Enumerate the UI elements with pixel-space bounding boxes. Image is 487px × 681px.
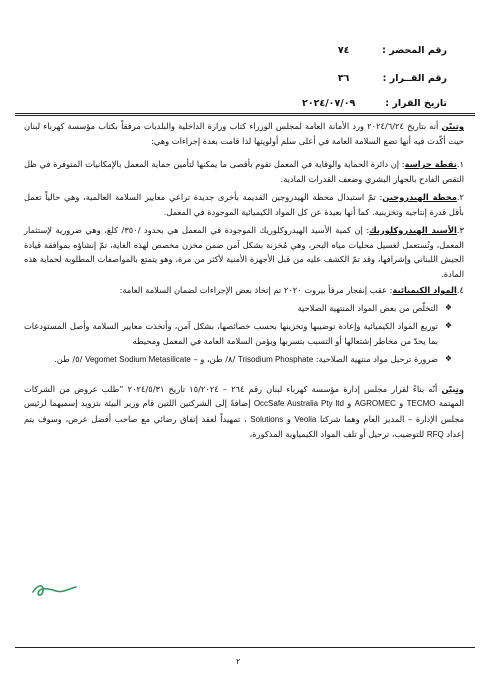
item-title: نقطة حراسة xyxy=(404,159,457,169)
header-divider xyxy=(15,113,475,116)
bullet-mid: /٨/ طن، و – xyxy=(193,354,236,364)
decision-value: ٣٦ xyxy=(337,73,350,84)
company-occsafe: OccSafe Australia Pty ltd xyxy=(253,399,344,408)
tender-text: و xyxy=(347,398,352,408)
decision-body xyxy=(24,119,464,443)
company-tecmo: TECMO xyxy=(406,399,436,408)
bullet-text: التخلّص من بعض المواد المنتهية الصلاحية xyxy=(297,302,438,313)
tender-paragraph xyxy=(24,382,464,443)
signature-mark xyxy=(30,580,80,600)
chemical-metasilicate: Sodium Metasilicate xyxy=(119,355,191,364)
measure-item-4 xyxy=(24,283,464,298)
footer-divider xyxy=(15,647,475,648)
bullet-item-3 xyxy=(24,352,464,368)
tender-text: إضافةً إلى الشركتين اللتين قام وزير البيئة بتزويد إسميهما لرئيس مجلس الإدارة – المدير العام وهما شركتا xyxy=(24,398,465,424)
bullet-icon: ❖ xyxy=(444,321,452,330)
bullet-icon: ❖ xyxy=(444,354,452,363)
rfq-label: RFQ xyxy=(426,430,444,439)
company-agromec: AGROMEC xyxy=(354,399,396,408)
item-text: : إن دائرة الحماية والوقاية في المعمل تقوم بأقصى ما يمكنها لتأمين حماية المعمل بالإمكانيات المتوفرة في ظل النقص الفادح بالجهاز البشري وضعف القدرات المادية. xyxy=(24,159,464,184)
date-label: تاريخ القرار : xyxy=(385,98,447,109)
chemical-trisodium: Trisodium Phosphate xyxy=(237,355,314,364)
minutes-value: ٧٤ xyxy=(337,45,350,56)
tender-text: و xyxy=(399,398,404,408)
item-number: ٤. xyxy=(456,285,464,295)
bullet-item-1 xyxy=(24,301,464,316)
measure-item-1 xyxy=(24,157,464,186)
minutes-number xyxy=(314,44,447,57)
item-text: : إن كمية الأسيد الهيدروكلوريك الموجودة في المعمل هي بحدود /٣٥٠/ كلغ، وهي ضرورية لإستثمار المعمل، وتُستعمل لغسيل محليات مياه البحر، وهي مُخزنة بشكل آمن ضمن مخزن مخصص لهذه الغاية، تمّ إنشاؤه بموافقة قيادة الجيش اللبناني وإشرافها، وقد تمّ الكشف عليه من قبل الأجهزة الأمنية لأكثر من مرة، وهو يتمتع بالمواصفات المطلوبة لحماية هذه المادة. xyxy=(24,225,464,279)
company-solutions: Solutions xyxy=(250,414,284,424)
minutes-label: رقم المحضر : xyxy=(382,45,447,56)
item-text: : تمّ استبدال محطة الهيدروجين القديمة بأخرى جديدة تراعي معايير السلامة العالمية، وهي حالياً تعمل بأقل قدرة إنتاجية وتخزينية. كما أنها بعيدة عن كل المواد الكيميائية الموجودة في المعمل. xyxy=(24,192,464,217)
intro-lead: وتبيّن xyxy=(441,121,464,131)
bullet-text: توزيع المواد الكيميائية وإعادة توضيبها وتخزينها بحسب خصائصها، بشكل آمن، وأتخذت معايير السلامة وأصل المستودعات بما يحدّ من مخاطر إشتعالها أو التسبب بتسربها ويؤمن السلامة العامة في المعمل ومحيطه xyxy=(24,321,438,346)
tender-text: للتوضيب، ترحيل أو تلف المواد الكيمياوية المذكورة، xyxy=(249,429,425,439)
item-title: محطة الهيدروجين xyxy=(382,192,457,202)
date-value: ٢٠٢٤/٠٧/٠٩ xyxy=(302,98,356,109)
item-number: ٢. xyxy=(456,192,464,202)
tender-text: ، تمهيداً لعقد إتفاق رضائي مع صاحب أفضل عرض، وسوف يتم إعداد xyxy=(24,413,464,439)
item-title: الأسيد الهيدروكلوريك xyxy=(369,225,457,235)
measure-item-2 xyxy=(24,190,464,219)
intro-text: أنه بتاريخ ٢٠٢٤/٦/٢٤ ورد الأمانة العامة لمجلس الوزراء كتاب وزارة الداخلية والبلديات مرفقاً بكتاب مؤسسة كهرباء لبنان حيث أكّدت فيه أنها تضع السلامة العامة في أعلى سلم أولويتها لذا قامت بعدة إجراءات وهي: xyxy=(24,121,464,146)
item-text: : عقب إنفجار مرفأ بيروت ٢٠٢٠ تم إتخاذ بعض الإجراءات لضمان السلامة العامة: xyxy=(119,285,393,295)
measure-item-3 xyxy=(24,223,464,281)
company-veolia: Veolia xyxy=(294,414,317,424)
page-number: ٢ xyxy=(236,657,241,666)
chemical-vegomet: Vegomet xyxy=(85,355,117,364)
decision-number xyxy=(314,72,447,85)
tender-text: أنّه بناءً لقرار مجلس إدارة مؤسسة كهرباء لبنان رقم ٢٦٤ – ١٥/٢٠٢٤ تاريخ ٢٠٢٤/٥/٣١ ”طلب عروض من الشركات المهتمة xyxy=(24,383,465,408)
tender-text: و xyxy=(286,413,291,424)
item-title: المواد الكيميائية xyxy=(392,285,457,295)
bullet-end: /٥/ طن. xyxy=(54,354,83,364)
bullet-pre: ضرورة ترحيل مواد منتهية الصلاحية: xyxy=(315,354,438,364)
decision-date xyxy=(284,97,447,110)
bullet-item-2 xyxy=(24,319,464,348)
intro-paragraph xyxy=(24,119,464,148)
item-number: ١. xyxy=(456,159,465,169)
bullet-icon: ❖ xyxy=(444,302,452,312)
tender-lead: وتبيّن xyxy=(441,383,464,394)
item-number: ٣. xyxy=(456,225,464,235)
decision-label: رقم القــرار : xyxy=(382,73,447,84)
